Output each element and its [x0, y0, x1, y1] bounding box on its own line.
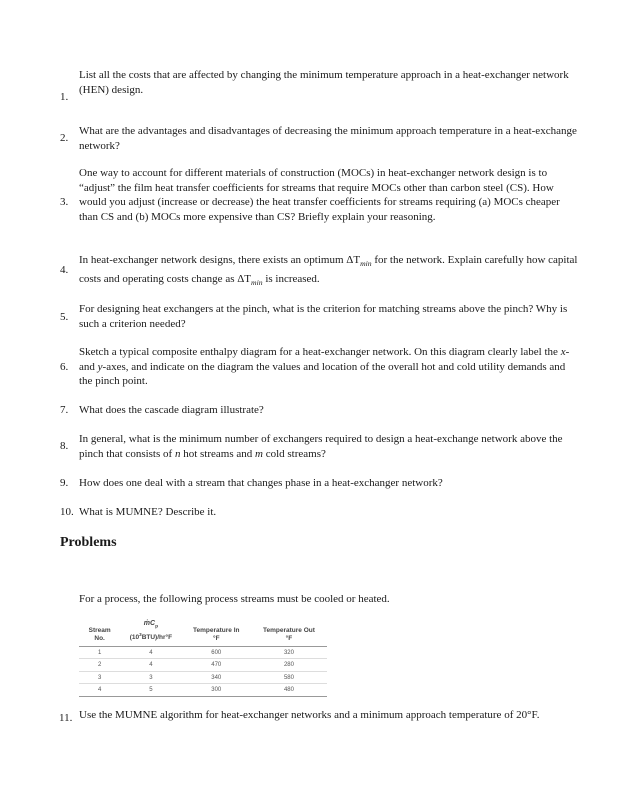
question-number: 3. [60, 196, 69, 208]
header-mcp [120, 620, 181, 646]
header-stream [79, 620, 120, 646]
question-number: 8. [60, 440, 69, 452]
stream-table [79, 620, 327, 697]
cell-mcp: 4 [120, 646, 181, 659]
table-row [79, 646, 327, 659]
cell-stream: 4 [79, 684, 120, 697]
text-part: cold streams? [262, 447, 326, 460]
italic-y: y [97, 360, 103, 373]
question-number: 11. [59, 712, 73, 724]
cell-mcp: 3 [120, 671, 181, 684]
header-text: No. [94, 634, 105, 642]
question-text: What does the cascade diagram illustrate? [79, 404, 264, 416]
question-number: 6. [60, 361, 69, 373]
question-text: For designing heat exchangers at the pinch, what is the criterion for matching streams above the pinch? Why is such a criterion needed? [79, 303, 568, 330]
question-number: 10. [60, 506, 74, 518]
question-text: How does one deal with a stream that changes phase in a heat-exchanger network? [79, 477, 443, 489]
cell-temp-in: 470 [182, 659, 251, 672]
question-number: 7. [60, 404, 69, 416]
text-part: - and [79, 346, 570, 373]
question-text: Use the MUMNE algorithm for heat-exchanger networks and a minimum approach temperature of 20°F. [79, 709, 540, 721]
question-text: One way to account for different materials of construction (MOCs) in heat-exchanger network design is to “adjust” the film heat transfer coefficients for streams that require MOCs other than carbon steel (CS). How would you adjust (increase or decrease) the heat transfer coefficients for streams requiring (a) MOCs cheaper than CS and (b) MOCs more expensive than CS? Briefly explain your reasoning. [79, 167, 560, 223]
table-row [79, 671, 327, 684]
problem-intro: For a process, the following process streams must be cooled or heated. [79, 593, 390, 605]
cell-temp-in: 600 [182, 646, 251, 659]
question-text [79, 345, 579, 389]
cell-temp-out: 320 [251, 646, 327, 659]
cell-stream: 1 [79, 646, 120, 659]
header-text: Temperature In [193, 626, 240, 634]
question-number: 4. [60, 264, 69, 276]
table-row [79, 684, 327, 697]
header-text: Temperature Out [263, 626, 315, 634]
text-part: In heat-exchanger network designs, there exists an optimum ΔT [79, 254, 361, 266]
header-text: Stream [88, 626, 111, 634]
problems-heading: Problems [60, 535, 117, 550]
table-header-row [79, 620, 327, 646]
cell-mcp: 5 [120, 684, 181, 697]
header-temp-out [251, 620, 327, 646]
text-part: In general, what is the minimum number of exchangers required to design a heat-exchange network above the pinch that consists of [79, 433, 563, 460]
question-number: 2. [60, 132, 69, 144]
subscript: min [251, 277, 263, 287]
table-row [79, 659, 327, 672]
question-text: What is MUMNE? Describe it. [79, 506, 217, 518]
superscript: 3 [139, 632, 142, 638]
question-text [79, 432, 579, 461]
cell-temp-out: 480 [251, 684, 327, 697]
question-text: List all the costs that are affected by changing the minimum temperature approach in a heat-exchanger network (HEN) design. [79, 69, 569, 96]
header-text: °F [285, 634, 293, 642]
question-text: What are the advantages and disadvantages of decreasing the minimum approach temperature in a heat-exchange network? [79, 125, 577, 152]
question-number: 1. [60, 91, 69, 103]
question-number: 9. [60, 477, 69, 489]
italic-m: m [254, 447, 263, 460]
italic-n: n [174, 447, 181, 460]
cell-temp-in: 300 [182, 684, 251, 697]
cell-temp-out: 280 [251, 659, 327, 672]
cell-mcp: 4 [120, 659, 181, 672]
cell-temp-out: 580 [251, 671, 327, 684]
header-temp-in [182, 620, 251, 646]
question-text [79, 253, 579, 291]
header-text: (10 [129, 634, 140, 642]
cell-stream: 3 [79, 671, 120, 684]
text-part: for the network. Explain carefully how capital costs and operating costs change as ΔT [79, 254, 578, 285]
text-part: hot streams and [180, 447, 255, 460]
cell-temp-in: 340 [182, 671, 251, 684]
subscript: min [360, 259, 372, 269]
text-part: -axes, and indicate on the diagram the values and location of the overall hot and cold utility demands and the pinch point. [79, 360, 566, 388]
header-text: ṁC$_p$ [143, 620, 159, 630]
cell-stream: 2 [79, 659, 120, 672]
header-text: °F [212, 634, 220, 642]
question-number: 5. [60, 311, 69, 323]
text-part: is increased. [262, 272, 320, 285]
italic-x: x [560, 346, 566, 358]
text-part: Sketch a typical composite enthalpy diagram for a heat-exchanger network. On this diagram clearly label the [79, 346, 561, 358]
header-text: BTU)/hr°F [141, 634, 173, 642]
